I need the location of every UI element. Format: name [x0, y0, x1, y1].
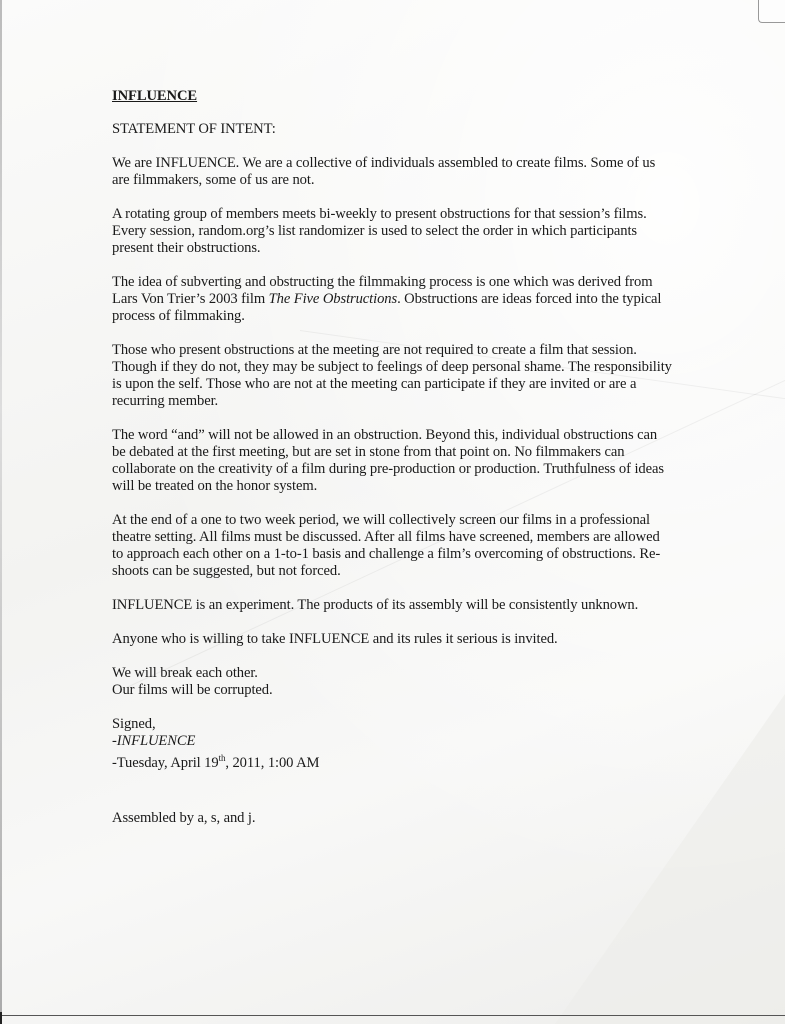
origin-text-before: The idea of subverting and obstructing the filmmaking process is one which was derived from Lars Von Trier’s 2003 film: [112, 274, 653, 307]
document-body: [112, 88, 672, 844]
paragraph-sessions: A rotating group of members meets bi-weekly to present obstructions for that session’s films. Every session, random.org’s list randomizer is used to select the order in which participants present their obstructions.: [112, 206, 647, 256]
signed-label: Signed,: [112, 716, 156, 732]
film-title: The Five Obstructions: [268, 291, 398, 307]
paragraph-participation: Those who present obstructions at the meeting are not required to create a film that session. Though if they do not, they may be subject to feelings of deep personal shame. The responsibility is upon the self. Those who are not at the meeting can participate if they are invited or are a recurring member.: [112, 342, 672, 409]
date-sup: th: [218, 753, 226, 763]
date-suffix: , 2011, 1:00 AM: [225, 754, 320, 771]
statement-heading: STATEMENT OF INTENT:: [112, 121, 276, 137]
paragraph-screening: At the end of a one to two week period, we will collectively screen our films in a professional theatre setting. All films must be discussed. After all films have screened, members are allowed to approach each other on a 1-to-1 basis and challenge a film’s overcoming of obstructions. Re-shoots can be suggested, but not forced.: [112, 512, 661, 579]
page-left-edge: [0, 0, 2, 1024]
paragraph-rules: The word “and” will not be allowed in an obstruction. Beyond this, individual obstructions can be debated at the first meeting, but are set in stone from that point on. No filmmakers can collaborate on the creativity of a film during pre-production or production. Truthfulness of ideas will be treated on the honor system.: [112, 427, 664, 494]
date-prefix: -Tuesday, April 19: [112, 754, 219, 771]
paragraph-invitation: Anyone who is willing to take INFLUENCE and its rules it serious is invited.: [112, 631, 558, 647]
paragraph-intro: We are INFLUENCE. We are a collective of individuals assembled to create films. Some of us are filmmakers, some of us are not.: [112, 155, 656, 188]
paragraph-experiment: INFLUENCE is an experiment. The products of its assembly will be consistently unknown.: [112, 597, 639, 613]
closing-lines: [112, 665, 672, 699]
closing-line-1: We will break each other.: [112, 665, 258, 681]
assembled-by: Assembled by a, s, and j.: [112, 809, 256, 826]
paragraph-origin: [112, 274, 672, 325]
page-bottom-mark: [0, 1012, 2, 1024]
closing-line-2: Our films will be corrupted.: [112, 682, 273, 698]
page-corner-fold-top: [758, 0, 785, 23]
document-title: INFLUENCE: [112, 88, 198, 104]
origin-text-after: . Obstructions are ideas forced into the typical process of filmmaking.: [112, 291, 662, 324]
page-bottom-edge: [0, 1015, 785, 1016]
signature-block: [112, 716, 672, 772]
signature-date: [112, 750, 672, 772]
signature-name: -INFLUENCE: [112, 733, 196, 749]
